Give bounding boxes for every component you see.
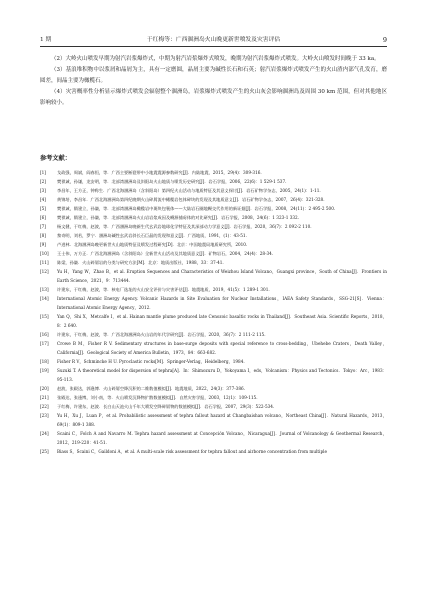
reference-text: 李昌年，王方正，钟称生．广西北海涠洲岛（含斜阳岛）第四纪火山活动与地质特征及其意义探讨[J]．岩石矿物学杂志，2005，24(1)：1-11. bbox=[57, 188, 321, 193]
reference-item bbox=[40, 195, 387, 204]
reference-number: [13] bbox=[40, 287, 49, 292]
references-list bbox=[40, 168, 387, 456]
reference-item bbox=[40, 231, 387, 240]
reference-number: [10] bbox=[40, 251, 49, 256]
reference-item bbox=[40, 429, 387, 447]
reference-item bbox=[40, 204, 387, 213]
reference-item bbox=[40, 330, 387, 339]
reference-text: Crowe B M，Fisher R V. Sedimentary structures in base-surge deposits with special reference to cross-bedding，Ubehebe Craters，Death Valley，California[J]．Geological Society of America Bulletin，1973，84：663-682. bbox=[57, 341, 387, 355]
running-title: 于红梅等：广西涠洲岛火山晚更新世喷发及灾害评估 bbox=[146, 37, 281, 43]
conclusion-paragraph: （2）大岭火山喷发早期为射汽岩浆爆炸式，中期为射汽岩浆爆炸式喷发，晚期为射汽岩浆爆炸式喷发。大岭火山喷发时间晚于 33 ka。 bbox=[51, 56, 380, 62]
reference-text: 许建东，于红梅，赵波，等．核电厂选址的火山安全评价与灾害评估[J]．地震地质，2019，41(5)：1 289-1 301. bbox=[57, 287, 270, 292]
reference-item bbox=[40, 267, 387, 285]
reference-number: [18] bbox=[40, 359, 49, 364]
conclusions-text bbox=[40, 54, 387, 109]
reference-item bbox=[40, 177, 387, 186]
issue-label: 1 期 bbox=[40, 37, 52, 43]
reference-text: Yu H，Xu J，Luan P，et al. Probabilistic assessment of tephra fallout hazard at Changbaishan volcano，Northeast China[J]．Natural Hazards，2013，69(1)：809-1 388. bbox=[57, 413, 387, 427]
conclusion-paragraph: （4）灾害概率性分析显示爆炸式喷发会辐射整个涠洲岛，岩浆爆炸式喷发产生的火山灰会影响涠洲岛及周围 30 km 范围，但对其他地区影响较小。 bbox=[40, 89, 387, 106]
reference-text: 黄锦培，李昌年．广西北海涠洲岛第四纪晚期火山碎屑流中橄榄岩包体碎块的发现及其地质意义[J]．岩石矿物学杂志，2007，26(4)：321-328. bbox=[57, 197, 325, 202]
reference-item bbox=[40, 357, 387, 366]
reference-text: 樊祺诚，隋建立，孙谦，等．北部湾涠洲岛火山岩岩浆成因及幔源捕虏体的对比研究[J]．岩石学报，2008，24(6)：1 323-1 332. bbox=[57, 215, 300, 220]
reference-text: 王士伟，万方正．广西北海涠洲岛（含斜阳岛）全新世火山活动及其地质意义[J]．矿物岩石，2004，24(4)：28-34. bbox=[57, 251, 274, 256]
reference-item bbox=[40, 294, 387, 312]
reference-text: Biass S，Scaini C，Gaildoni A，et al. A multi-scale risk assessment for tephra fallout and airborne concentration from multiple bbox=[57, 449, 327, 454]
reference-text: 卢进林．北海涠洲岛晚更新世火山地质特征及喷发过程研究[D]．北京：中国地震局地质研究所，2010. bbox=[57, 242, 248, 247]
reference-text: 黎奇明，刘若，罗宁．涠洲岛碱性玄武岩斜长石巨晶的发现和意义[J]．广西地质，1991，(1)：43-51. bbox=[57, 233, 247, 238]
reference-text: 杨文健，于红梅，赵波，等．广西涠洲岛晚新生代玄武岩地球化学特征及其深部动力学意义[J]．岩石学报，2020，36(7)：2 092-2 110. bbox=[57, 224, 312, 229]
reference-item bbox=[40, 213, 387, 222]
reference-number: [21] bbox=[40, 395, 49, 400]
reference-item bbox=[40, 402, 387, 411]
reference-text: Suzuki T. A theoretical model for dispersion of tephra[A]．In：Shimozuru D，Yokoyama I，eds，Volcanism：Physics and Tectonics．Tokyo：Arc，1983：95-113. bbox=[57, 368, 387, 382]
reference-item bbox=[40, 411, 387, 429]
reference-number: [17] bbox=[40, 341, 49, 346]
reference-text: 陈梁，孙谦．火山碎屑岩的分类与研究方法[M]．北京：地质出版社，1988，33：37-41. bbox=[57, 260, 224, 265]
reference-text: Yu H，Yang W，Zhao B，et al. Eruption Sequences and Characteristics of Weizhou Island Volcano，Guangxi province，South of China[J]．Frontiers in Earth Science，2021，9：713444. bbox=[57, 269, 387, 283]
reference-number: [19] bbox=[40, 368, 49, 373]
reference-number: [22] bbox=[40, 404, 49, 409]
reference-item bbox=[40, 312, 387, 330]
reference-number: [23] bbox=[40, 413, 49, 418]
reference-text: Scaini C，Folch A and Navarro M. Tephra hazard assessment at Concepción Volcano，Nicaragua[J]．Journal of Volcanology & Geothermal Research，2012，219-220：41-51. bbox=[57, 431, 387, 445]
reference-text: 许建东，于红梅，赵波，等．广西北海涠洲岛火山岩的年代学研究[J]．岩石学报，2020，36(7)：2 111-2 115. bbox=[57, 332, 266, 337]
reference-number: [14] bbox=[40, 296, 49, 301]
reference-number: [25] bbox=[40, 449, 49, 454]
reference-item bbox=[40, 366, 387, 384]
reference-text: 樊祺诚，隋建立，孙谦，等．北部湾涠洲岛橄榄岩中斑块包裹体——大陆岩石圈地幔交代作用的新证据[J]．岩石学报，2008，24(11)：2 495-2 500. bbox=[57, 206, 336, 211]
reference-number: [4] bbox=[40, 197, 46, 202]
reference-number: [1] bbox=[40, 170, 46, 175]
reference-number: [9] bbox=[40, 242, 46, 247]
reference-number: [3] bbox=[40, 188, 46, 193]
reference-item bbox=[40, 285, 387, 294]
reference-item bbox=[40, 240, 387, 249]
reference-item bbox=[40, 249, 387, 258]
running-header bbox=[40, 36, 387, 47]
reference-text: 樊祺诚，孙谦，龙安明，等．北部湾涠洲岛及斜阳岛火山地质与喷发历史研究[J]．岩石学报，2006，22(6)：1 529-1 537. bbox=[57, 179, 287, 184]
reference-item bbox=[40, 258, 387, 267]
page-number: 9 bbox=[382, 36, 387, 44]
references-heading: 参考文献： bbox=[40, 155, 71, 162]
reference-number: [11] bbox=[40, 260, 49, 265]
reference-number: [7] bbox=[40, 224, 46, 229]
reference-number: [15] bbox=[40, 314, 49, 319]
reference-text: 于红梅，许建东，赵波．长白山天池火山千年大喷发空降碎屑物的数值模拟[J]．岩石学报，2007，29(3)：522-534. bbox=[57, 404, 275, 409]
reference-item bbox=[40, 384, 387, 393]
reference-number: [6] bbox=[40, 215, 46, 220]
reference-item bbox=[40, 168, 387, 177]
reference-number: [20] bbox=[40, 386, 49, 391]
conclusion-paragraph: （3）基浪堆积物中以浆屑和晶屑为主，具有一定磨圆，晶屑主要为碱性长石和石英；射汽岩浆爆炸式喷发产生的火山渣内部气孔发育，磨圆差，间晶主要为橄榄石。 bbox=[40, 67, 387, 84]
reference-text: Yan Q，Shi X，Metcalfe I，et al. Hainan mantle plume produced late Cenozoic basaltic rocks in Thailand[J]．Southeast Asia. Scientific Reports，2018，8：2 640. bbox=[57, 314, 387, 328]
reference-number: [12] bbox=[40, 269, 49, 274]
reference-text: 张殿达，张逢博，刘小南，等．火山喷发沉降物扩散数值模拟[J]．自然灾害学报，2003，12(1)：109-115. bbox=[57, 395, 258, 400]
reference-text: Fisher R V，Schmincke H U. Pyroclastic rocks[M]．Springer-Verlag，Heidelberg，1984. bbox=[57, 359, 245, 364]
reference-item bbox=[40, 447, 387, 456]
reference-number: [5] bbox=[40, 206, 46, 211]
reference-item bbox=[40, 339, 387, 357]
reference-text: International Atomic Energy Agency. Volcanic Hazards in Site Evaluation for Nuclear Installations，IAEA Safety Standards，SSG-21[S]．Vienna：International Atomic Energy Agency，2012. bbox=[57, 296, 387, 310]
reference-number: [24] bbox=[40, 431, 49, 436]
reference-number: [16] bbox=[40, 332, 49, 337]
reference-item bbox=[40, 222, 387, 231]
reference-number: [2] bbox=[40, 179, 46, 184]
reference-item bbox=[40, 393, 387, 402]
reference-text: 戈政强，周斌，阎春恒，等．广西主要断裂带中小地震震源参数研究[J]．内陆地震，2015，29(4)：309-316. bbox=[57, 170, 262, 175]
reference-number: [8] bbox=[40, 233, 46, 238]
reference-text: 赵波，张殿达，郭逢博．火山碎屑空降沉积的二维数值模拟[J]．地震地质，2022，24(3)：377-386. bbox=[57, 386, 245, 391]
reference-item bbox=[40, 186, 387, 195]
